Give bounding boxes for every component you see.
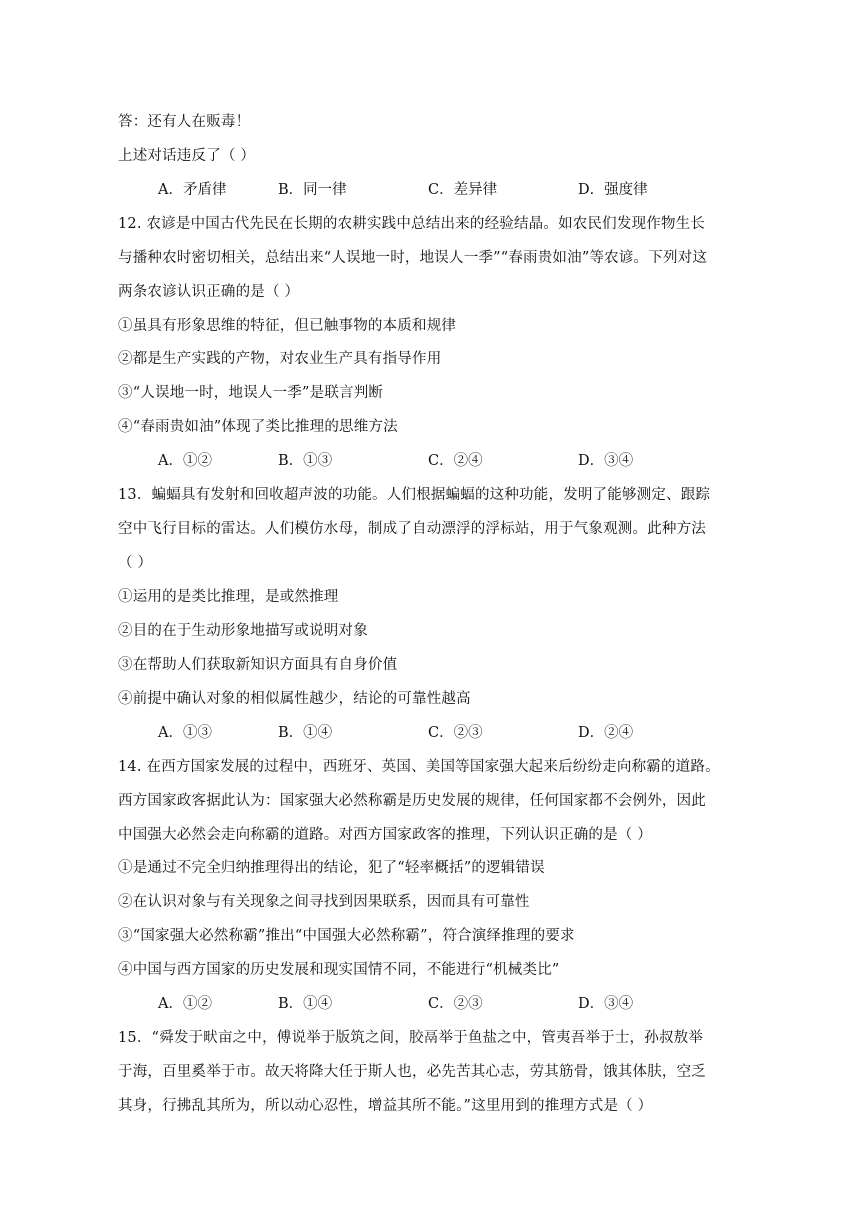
q13-option-b[interactable]: B．①④ [278, 725, 333, 741]
q13-option-d[interactable]: D．②④ [578, 725, 634, 741]
q11-option-b[interactable]: B．同一律 [278, 182, 347, 198]
q14-option-a[interactable]: A．①② [158, 996, 212, 1012]
q14-line: 西方国家政客据此认为：国家强大必然称霸是历史发展的规律，任何国家都不会例外，因此 [118, 793, 706, 809]
q14-statement-2: ②在认识对象与有关现象之间寻找到因果联系，因而具有可靠性 [118, 894, 530, 910]
q12-line: 两条农谚认识正确的是（ ） [118, 284, 300, 300]
q12-line: 12. 农谚是中国古代先民在长期的农耕实践中总结出来的经验结晶。如农民们发现作物生长 [118, 216, 706, 232]
q12-statement-3: ③“人误地一时，地误人一季”是联言判断 [118, 385, 384, 401]
q11-answer-line: 答：还有人在贩毒！ [118, 114, 251, 130]
q15-line: 其身，行拂乱其所为，所以动心忍性，增益其所不能。”这里用到的推理方式是（ ） [118, 1098, 653, 1114]
q12-option-b[interactable]: B．①③ [278, 453, 333, 469]
q14-statement-3: ③“国家强大必然称霸”推出“中国强大必然称霸”，符合演绎推理的要求 [118, 928, 575, 944]
q13-statement-3: ③在帮助人们获取新知识方面具有自身价值 [118, 657, 398, 673]
q15-line: 15．“舜发于畎亩之中，傅说举于版筑之间，胶鬲举于鱼盐之中，管夷吾举于士，孙叔敖举 [118, 1030, 704, 1046]
q12-line: 与播种农时密切相关，总结出来“人误地一时，地误人一季”“春雨贵如油”等农谚。下列对这 [118, 250, 708, 266]
q13-option-a[interactable]: A．①③ [158, 725, 212, 741]
q12-statement-1: ①虽具有形象思维的特征，但已触事物的本质和规律 [118, 318, 457, 334]
q13-statement-1: ①运用的是类比推理，是或然推理 [118, 589, 339, 605]
q11-option-d[interactable]: D．强度律 [578, 182, 648, 198]
q12-option-d[interactable]: D．③④ [578, 453, 634, 469]
q11-stem: 上述对话违反了（ ） [118, 148, 256, 164]
q15-line: 于海，百里奚举于市。故天将降大任于斯人也，必先苦其心志，劳其筋骨，饿其体肤，空乏 [118, 1064, 706, 1080]
q14-line: 14. 在西方国家发展的过程中，西班牙、英国、美国等国家强大起来后纷纷走向称霸的道路。 [118, 759, 720, 775]
q12-option-a[interactable]: A．①② [158, 453, 212, 469]
q13-line: 空中飞行目标的雷达。人们模仿水母，制成了自动漂浮的浮标站，用于气象观测。此种方法 [118, 521, 706, 537]
q13-line: （ ） [118, 555, 153, 571]
q12-statement-2: ②都是生产实践的产物，对农业生产具有指导作用 [118, 351, 442, 367]
q14-line: 中国强大必然会走向称霸的道路。对西方国家政客的推理，下列认识正确的是（ ） [118, 827, 653, 843]
q13-option-c[interactable]: C．②③ [428, 725, 483, 741]
q14-option-b[interactable]: B．①④ [278, 996, 333, 1012]
q12-option-c[interactable]: C．②④ [428, 453, 483, 469]
q11-option-c[interactable]: C．差异律 [428, 182, 498, 198]
q14-option-d[interactable]: D．③④ [578, 996, 634, 1012]
q13-statement-4: ④前提中确认对象的相似属性越少，结论的可靠性越高 [118, 691, 471, 707]
q13-statement-2: ②目的在于生动形象地描写或说明对象 [118, 623, 368, 639]
q14-statement-1: ①是通过不完全归纳推理得出的结论，犯了“轻率概括”的逻辑错误 [118, 860, 545, 876]
q13-line: 13．蝙蝠具有发射和回收超声波的功能。人们根据蝙蝠的这种功能，发明了能够测定、跟踪 [118, 487, 711, 503]
q11-option-a[interactable]: A．矛盾律 [158, 182, 227, 198]
q12-statement-4: ④“春雨贵如油”体现了类比推理的思维方法 [118, 419, 398, 435]
q14-option-c[interactable]: C．②③ [428, 996, 483, 1012]
q14-statement-4: ④中国与西方国家的历史发展和现实国情不同，不能进行“机械类比” [118, 962, 560, 978]
